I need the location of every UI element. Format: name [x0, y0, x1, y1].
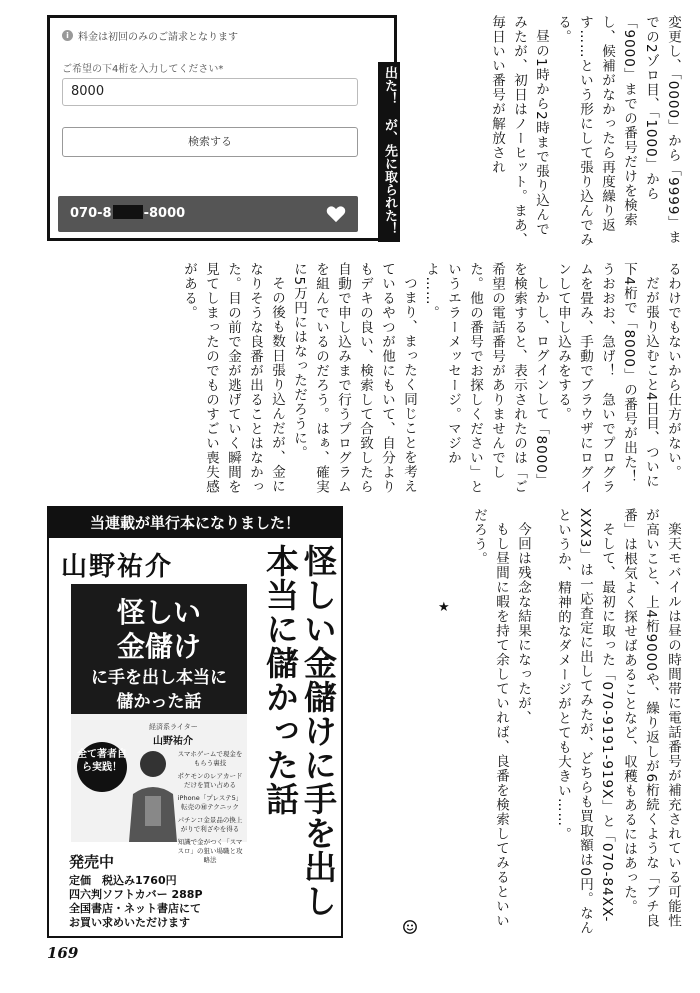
release-status: 発売中: [69, 853, 115, 871]
price-line: 定価 税込み1760円: [69, 874, 177, 887]
person-icon: [123, 742, 183, 842]
price-notice: [62, 28, 238, 43]
cover-subtitle: [71, 666, 247, 714]
cover-bullet: パチンコ金景品の換上がりで利ざやを得る: [177, 816, 243, 833]
cover-bullet: iPhone「プレステ5」転売の㊙テクニック: [177, 794, 243, 811]
paragraph: 変更し、「0000」から「9999」までの2ゾロ目、「1000」から「9000」までの番号だけを検索し、候補がなかったら再度繰り返す……という形にして張り込んでみる。: [555, 15, 681, 247]
paragraph: るわけでもないから仕方がない。: [665, 262, 681, 480]
cover-badge: 全て著者自ら実践！: [77, 742, 127, 792]
smile-icon: [403, 920, 417, 934]
book-info: [69, 874, 203, 930]
cover-title-line: 怪しい: [116, 596, 201, 629]
heart-icon[interactable]: [326, 205, 346, 223]
paragraph: もし昼間に暇を持て余していれば、良番を検索してみるといいだろう。: [471, 508, 509, 928]
page-number: 169: [47, 944, 79, 962]
redaction-block: [113, 205, 143, 219]
paragraph: そして、最初に取った「070-9191-919X」と「070-84XX-XXX3」は一応査定に出してみたが、どちらも買取額は0円。なんというか、精神的なダメージがとても大きい……。: [555, 508, 615, 935]
cover-bullet: ポケモンのレアカードだけを買い占める: [177, 772, 243, 789]
paragraph: その後も数日張り込んだが、金になりそうな良番が出ることはなかった。目の前で金が逃げていく瞬間を見てしまったのでものすごい喪失感がある。: [181, 262, 285, 494]
paragraph: しかし、ログインして「8000」を検索すると、表示されたのは「ご希望の電話番号がありませんでした。他の番号でお探しください」というエラーメッセージ。マジかよ……。: [423, 262, 549, 494]
search-button[interactable]: 検索する: [62, 127, 358, 157]
notice-text: 料金は初回のみのご請求となります: [78, 32, 238, 43]
input-label: ご希望の下4桁を入力してください*: [62, 64, 224, 75]
paragraph: つまり、まったく同じことを考えているやつが他にもいて、自分よりもデキの良い、検索して合致したら自動で申し込みまで行うプログラムを組んでいるのだろう。はぁ、確実に5万円にはなっただろうに。: [291, 262, 417, 494]
advert-banner: 当連載が単行本になりました！: [49, 508, 341, 538]
result-suffix: -8000: [143, 206, 186, 221]
store-line: 全国書店・ネット書店にて: [69, 902, 201, 915]
article-column-top: [414, 15, 684, 247]
cover-bullets: [175, 750, 245, 869]
article-column-middle: [46, 262, 684, 499]
result-prefix: 070-8: [70, 206, 112, 221]
format-line: 四六判ソフトカバー 288P: [69, 888, 203, 901]
cover-author: 山野祐介: [153, 736, 193, 747]
paragraph: 今回は残念な結果になったが、: [515, 521, 531, 725]
screenshot-caption: 出た！ が、先に取られた！: [378, 62, 400, 242]
cover-subtitle-line: に手を出し本当に: [91, 668, 227, 688]
info-icon: i: [62, 30, 73, 41]
star-icon: ★: [438, 600, 450, 615]
paragraph: 昼の1時から2時まで張り込んでみたが、初日はノーヒット。まあ、毎日いい番号が解放され: [489, 15, 549, 247]
article-column-bottom: [401, 508, 684, 938]
advert-vertical-title: 怪しい金儲けに手を出し本当に儲かった話: [261, 544, 338, 918]
cover-author-role: 経済系ライター: [149, 723, 198, 731]
cover-bullet: スマホゲームで現金をもらう裏技: [177, 750, 243, 767]
advert-author: 山野祐介: [61, 552, 174, 582]
store-line: お買い求めいただけます: [69, 916, 190, 929]
book-advert: [47, 506, 343, 938]
cover-bullet: 知識で金がつく「スマスロ」の狙い場職と攻略法: [177, 838, 243, 864]
cover-title-line: 金儲け: [116, 630, 201, 663]
cover-subtitle-line: 儲かった話: [116, 692, 202, 712]
embedded-screenshot: [47, 15, 397, 241]
paragraph: だが張り込むこと4日目、ついに下4桁で「8000」の番号が出た！ うおおお、急げ！ 急いでプログラムを畳み、手動でブラウザにログインして申し込みをする。: [555, 262, 659, 499]
cover-title: [71, 596, 247, 664]
paragraph: 楽天モバイルは昼の時間帯に電話番号が補充されている可能性が高いこと、上4桁9000や、繰り返しが6桁続くような「ブチ良番」は根気よく探せばあることなど、収穫もあるにはあった。: [621, 508, 681, 929]
number-input[interactable]: 8000: [62, 78, 358, 106]
result-row[interactable]: [58, 196, 358, 232]
